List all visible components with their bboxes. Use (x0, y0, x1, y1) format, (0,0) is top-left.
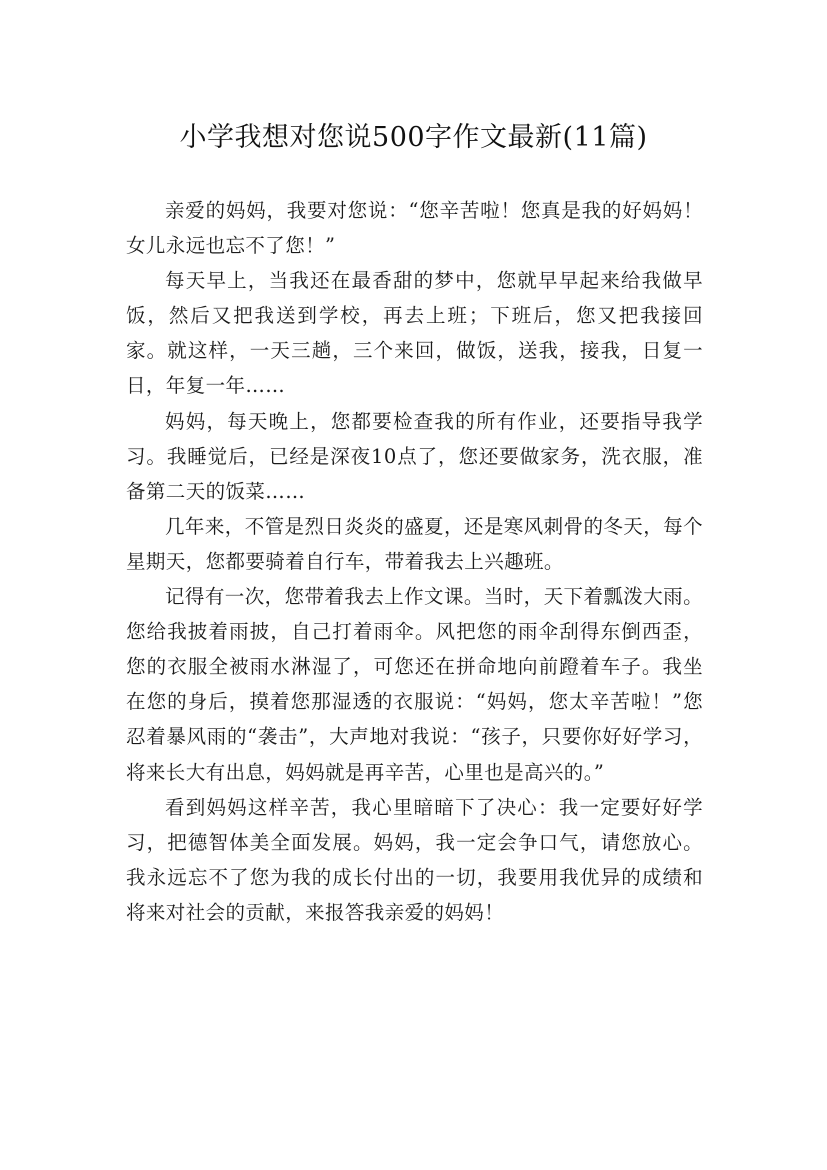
paragraph-4: 几年来，不管是烈日炎炎的盛夏，还是寒风刺骨的冬天，每个星期天，您都要骑着自行车，带着我去上兴趣班。 (126, 514, 703, 573)
paragraph-2: 每天早上，当我还在最香甜的梦中，您就早早起来给我做早饭，然后又把我送到学校，再去上班；下班后，您又把我接回家。就这样，一天三趟，三个来回，做饭，送我，接我，日复一日，年复一年…… (126, 269, 703, 398)
document-title: 小学我想对您说500字作文最新(11篇) (179, 122, 648, 154)
paragraph-3: 妈妈，每天晚上，您都要检查我的所有作业，还要指导我学习。我睡觉后，已经是深夜10点了，您还要做家务，洗衣服，准备第二天的饭菜…… (126, 409, 703, 503)
paragraph-5: 记得有一次，您带着我去上作文课。当时，天下着瓢泼大雨。您给我披着雨披，自己打着雨伞。风把您的雨伞刮得东倒西歪，您的衣服全被雨水淋湿了，可您还在拼命地向前蹬着车子。我坐在您的身后，摸着您那湿透的衣服说：“妈妈，您太辛苦啦！”您忍着暴风雨的“袭击”，大声地对我说：“孩子，只要你好好学习，将来长大有出息，妈妈就是再辛苦，心里也是高兴的。” (126, 585, 703, 784)
essay-body (126, 193, 703, 930)
paragraph-1: 亲爱的妈妈，我要对您说：“您辛苦啦！您真是我的好妈妈！女儿永远也忘不了您！” (126, 199, 703, 258)
paragraph-6: 看到妈妈这样辛苦，我心里暗暗下了决心：我一定要好好学习，把德智体美全面发展。妈妈，我一定会争口气，请您放心。我永远忘不了您为我的成长付出的一切，我要用我优异的成绩和将来对社会的贡献，来报答我亲爱的妈妈！ (126, 795, 703, 924)
